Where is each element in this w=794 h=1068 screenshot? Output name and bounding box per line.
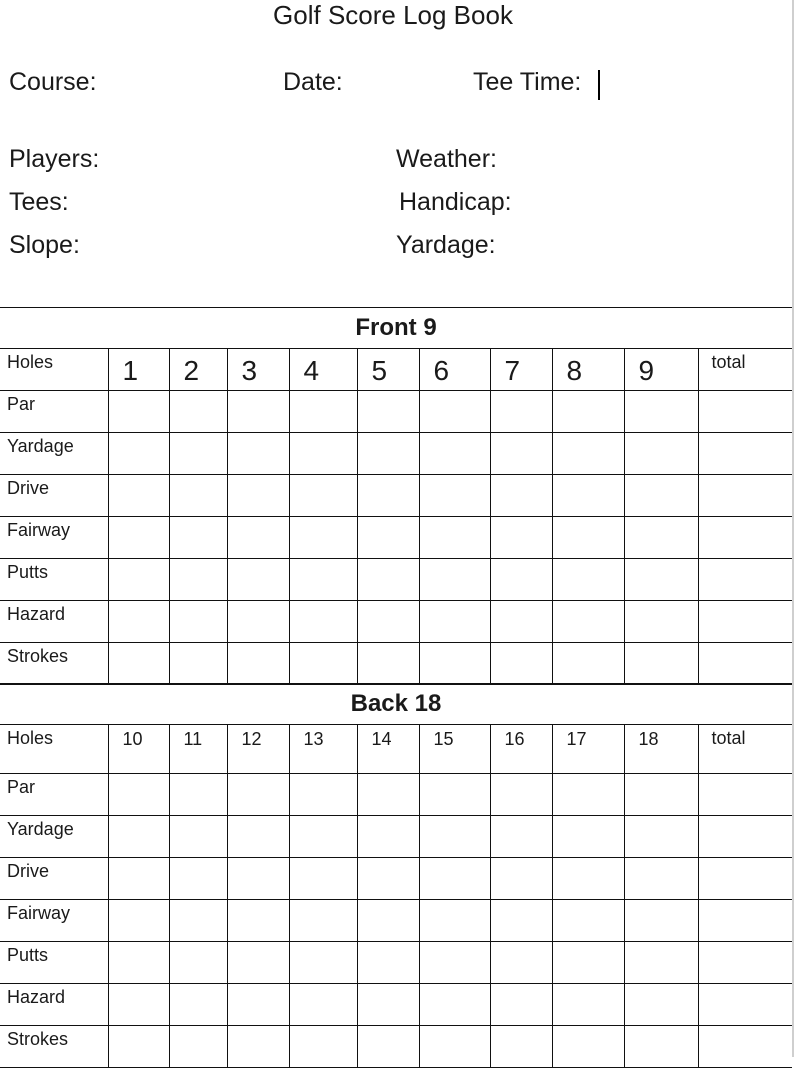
score-cell[interactable] xyxy=(419,643,490,685)
stat-row xyxy=(0,433,792,475)
score-cell[interactable] xyxy=(169,816,227,858)
score-cell[interactable] xyxy=(552,643,624,685)
score-cell[interactable] xyxy=(357,942,419,984)
hole-number: 12 xyxy=(227,725,289,774)
score-cell[interactable] xyxy=(490,433,552,475)
tees-label: Tees: xyxy=(9,188,69,216)
stat-row xyxy=(0,475,792,517)
score-cell[interactable] xyxy=(490,1026,552,1068)
score-cell[interactable] xyxy=(227,900,289,942)
stat-row xyxy=(0,643,792,685)
score-cell[interactable] xyxy=(108,984,169,1026)
score-cell[interactable] xyxy=(357,433,419,475)
total-cell[interactable] xyxy=(698,774,792,816)
total-cell[interactable] xyxy=(698,517,792,559)
score-cell[interactable] xyxy=(169,1026,227,1068)
score-cell[interactable] xyxy=(227,816,289,858)
score-cell[interactable] xyxy=(169,601,227,643)
score-cell[interactable] xyxy=(357,984,419,1026)
score-cell[interactable] xyxy=(227,1026,289,1068)
score-cell[interactable] xyxy=(419,900,490,942)
score-cell[interactable] xyxy=(357,475,419,517)
front-nine-scorecard xyxy=(0,307,792,685)
hole-number: 14 xyxy=(357,725,419,774)
score-cell[interactable] xyxy=(552,984,624,1026)
stat-row xyxy=(0,601,792,643)
score-cell[interactable] xyxy=(227,391,289,433)
score-cell[interactable] xyxy=(552,858,624,900)
score-cell[interactable] xyxy=(289,475,357,517)
score-cell[interactable] xyxy=(357,816,419,858)
stat-row xyxy=(0,900,792,942)
score-cell[interactable] xyxy=(227,475,289,517)
total-cell[interactable] xyxy=(698,601,792,643)
score-cell[interactable] xyxy=(624,900,698,942)
score-cell[interactable] xyxy=(552,601,624,643)
score-cell[interactable] xyxy=(624,816,698,858)
score-cell[interactable] xyxy=(624,601,698,643)
score-cell[interactable] xyxy=(490,559,552,601)
hole-number: 4 xyxy=(289,349,357,391)
score-cell[interactable] xyxy=(490,984,552,1026)
score-cell[interactable] xyxy=(624,858,698,900)
stat-row xyxy=(0,559,792,601)
hole-number: 5 xyxy=(357,349,419,391)
score-cell[interactable] xyxy=(419,559,490,601)
score-cell[interactable] xyxy=(624,517,698,559)
handicap-label: Handicap: xyxy=(399,188,512,216)
total-cell[interactable] xyxy=(698,816,792,858)
score-cell[interactable] xyxy=(624,774,698,816)
hole-number: 15 xyxy=(419,725,490,774)
back-nine-heading: Back 18 xyxy=(0,684,792,725)
score-cell[interactable] xyxy=(108,391,169,433)
row-label: Fairway xyxy=(0,900,108,942)
score-cell[interactable] xyxy=(490,601,552,643)
score-cell[interactable] xyxy=(490,900,552,942)
players-label: Players: xyxy=(9,145,100,173)
front-holes-row xyxy=(0,349,792,391)
total-cell[interactable] xyxy=(698,475,792,517)
score-cell[interactable] xyxy=(227,774,289,816)
score-cell[interactable] xyxy=(419,601,490,643)
score-cell[interactable] xyxy=(169,433,227,475)
score-cell[interactable] xyxy=(624,984,698,1026)
row-label: Hazard xyxy=(0,984,108,1026)
score-cell[interactable] xyxy=(552,1026,624,1068)
row-label: Strokes xyxy=(0,643,108,685)
score-cell[interactable] xyxy=(169,984,227,1026)
total-header: total xyxy=(698,349,792,391)
score-cell[interactable] xyxy=(169,858,227,900)
score-cell[interactable] xyxy=(357,900,419,942)
stat-row xyxy=(0,1026,792,1068)
hole-number: 13 xyxy=(289,725,357,774)
score-cell[interactable] xyxy=(552,816,624,858)
row-label: Yardage xyxy=(0,816,108,858)
score-cell[interactable] xyxy=(490,858,552,900)
score-cell[interactable] xyxy=(169,559,227,601)
score-cell[interactable] xyxy=(289,984,357,1026)
hole-number: 16 xyxy=(490,725,552,774)
score-cell[interactable] xyxy=(227,643,289,685)
total-cell[interactable] xyxy=(698,559,792,601)
row-label: Fairway xyxy=(0,517,108,559)
score-cell[interactable] xyxy=(227,858,289,900)
score-cell[interactable] xyxy=(108,517,169,559)
score-cell[interactable] xyxy=(289,900,357,942)
score-cell[interactable] xyxy=(289,559,357,601)
total-cell[interactable] xyxy=(698,1026,792,1068)
hole-number: 8 xyxy=(552,349,624,391)
score-cell[interactable] xyxy=(169,774,227,816)
score-cell[interactable] xyxy=(552,559,624,601)
score-cell[interactable] xyxy=(357,601,419,643)
row-label: Yardage xyxy=(0,433,108,475)
date-label: Date: xyxy=(283,68,343,96)
score-cell[interactable] xyxy=(289,816,357,858)
total-cell[interactable] xyxy=(698,433,792,475)
score-cell[interactable] xyxy=(289,1026,357,1068)
stat-row xyxy=(0,942,792,984)
hole-number: 18 xyxy=(624,725,698,774)
hole-number: 6 xyxy=(419,349,490,391)
score-cell[interactable] xyxy=(490,816,552,858)
score-cell[interactable] xyxy=(289,774,357,816)
row-label: Drive xyxy=(0,475,108,517)
score-cell[interactable] xyxy=(108,774,169,816)
score-cell[interactable] xyxy=(624,391,698,433)
tee-time-label: Tee Time: xyxy=(473,68,582,96)
score-cell[interactable] xyxy=(169,475,227,517)
row-label: Drive xyxy=(0,858,108,900)
score-cell[interactable] xyxy=(552,900,624,942)
score-cell[interactable] xyxy=(419,475,490,517)
score-cell[interactable] xyxy=(108,858,169,900)
hole-number: 10 xyxy=(108,725,169,774)
score-cell[interactable] xyxy=(552,517,624,559)
score-cell[interactable] xyxy=(108,942,169,984)
page-title: Golf Score Log Book xyxy=(273,0,513,30)
score-cell[interactable] xyxy=(357,858,419,900)
score-cell[interactable] xyxy=(227,942,289,984)
total-cell[interactable] xyxy=(698,900,792,942)
score-cell[interactable] xyxy=(357,1026,419,1068)
score-cell[interactable] xyxy=(289,643,357,685)
score-cell[interactable] xyxy=(419,816,490,858)
hole-number: 1 xyxy=(108,349,169,391)
score-cell[interactable] xyxy=(490,643,552,685)
score-cell[interactable] xyxy=(227,517,289,559)
score-cell[interactable] xyxy=(490,391,552,433)
row-label: Putts xyxy=(0,559,108,601)
score-cell[interactable] xyxy=(227,984,289,1026)
score-cell[interactable] xyxy=(419,774,490,816)
score-cell[interactable] xyxy=(552,475,624,517)
stat-row xyxy=(0,858,792,900)
row-label: Par xyxy=(0,391,108,433)
score-cell[interactable] xyxy=(357,774,419,816)
score-cell[interactable] xyxy=(169,643,227,685)
score-cell[interactable] xyxy=(490,475,552,517)
total-cell[interactable] xyxy=(698,984,792,1026)
row-label: Hazard xyxy=(0,601,108,643)
score-cell[interactable] xyxy=(289,601,357,643)
score-cell[interactable] xyxy=(490,942,552,984)
hole-number: 11 xyxy=(169,725,227,774)
score-cell[interactable] xyxy=(108,475,169,517)
holes-label: Holes xyxy=(0,349,108,391)
score-cell[interactable] xyxy=(490,517,552,559)
hole-number: 9 xyxy=(624,349,698,391)
stat-row xyxy=(0,517,792,559)
hole-number: 17 xyxy=(552,725,624,774)
score-cell[interactable] xyxy=(624,475,698,517)
score-cell[interactable] xyxy=(552,433,624,475)
score-cell[interactable] xyxy=(624,559,698,601)
score-cell[interactable] xyxy=(108,816,169,858)
total-cell[interactable] xyxy=(698,391,792,433)
score-cell[interactable] xyxy=(419,858,490,900)
score-cell[interactable] xyxy=(227,433,289,475)
front-nine-heading: Front 9 xyxy=(0,308,792,349)
hole-number: 2 xyxy=(169,349,227,391)
slope-label: Slope: xyxy=(9,231,80,259)
score-cell[interactable] xyxy=(169,517,227,559)
score-cell[interactable] xyxy=(419,517,490,559)
score-cell[interactable] xyxy=(169,900,227,942)
row-label: Strokes xyxy=(0,1026,108,1068)
score-cell[interactable] xyxy=(357,643,419,685)
score-cell[interactable] xyxy=(357,391,419,433)
score-cell[interactable] xyxy=(289,942,357,984)
score-cell[interactable] xyxy=(108,559,169,601)
score-cell[interactable] xyxy=(289,517,357,559)
score-cell[interactable] xyxy=(289,391,357,433)
score-cell[interactable] xyxy=(552,391,624,433)
total-cell[interactable] xyxy=(698,643,792,685)
score-cell[interactable] xyxy=(357,517,419,559)
score-cell[interactable] xyxy=(552,774,624,816)
course-label: Course: xyxy=(9,68,97,96)
score-cell[interactable] xyxy=(419,984,490,1026)
score-cell[interactable] xyxy=(108,643,169,685)
score-cell[interactable] xyxy=(169,942,227,984)
stat-row xyxy=(0,391,792,433)
score-cell[interactable] xyxy=(108,900,169,942)
score-cell[interactable] xyxy=(419,433,490,475)
score-cell[interactable] xyxy=(108,1026,169,1068)
total-cell[interactable] xyxy=(698,942,792,984)
score-cell[interactable] xyxy=(419,1026,490,1068)
yardage-label: Yardage: xyxy=(396,231,496,259)
stat-row xyxy=(0,816,792,858)
score-cell[interactable] xyxy=(289,858,357,900)
score-cell[interactable] xyxy=(624,433,698,475)
back-holes-row xyxy=(0,725,792,774)
back-nine-scorecard xyxy=(0,683,792,1068)
score-cell[interactable] xyxy=(289,433,357,475)
score-cell[interactable] xyxy=(419,391,490,433)
row-label: Putts xyxy=(0,942,108,984)
total-header: total xyxy=(698,725,792,774)
score-cell[interactable] xyxy=(169,391,227,433)
score-cell[interactable] xyxy=(357,559,419,601)
stat-row xyxy=(0,984,792,1026)
score-cell[interactable] xyxy=(552,942,624,984)
holes-label: Holes xyxy=(0,725,108,774)
score-cell[interactable] xyxy=(624,643,698,685)
hole-number: 7 xyxy=(490,349,552,391)
hole-number: 3 xyxy=(227,349,289,391)
score-cell[interactable] xyxy=(227,559,289,601)
score-cell[interactable] xyxy=(624,1026,698,1068)
weather-label: Weather: xyxy=(396,145,497,173)
row-label: Par xyxy=(0,774,108,816)
text-cursor xyxy=(598,70,600,100)
score-cell[interactable] xyxy=(108,601,169,643)
score-cell[interactable] xyxy=(624,942,698,984)
score-cell[interactable] xyxy=(227,601,289,643)
score-cell[interactable] xyxy=(419,942,490,984)
stat-row xyxy=(0,774,792,816)
score-cell[interactable] xyxy=(490,774,552,816)
score-cell[interactable] xyxy=(108,433,169,475)
total-cell[interactable] xyxy=(698,858,792,900)
